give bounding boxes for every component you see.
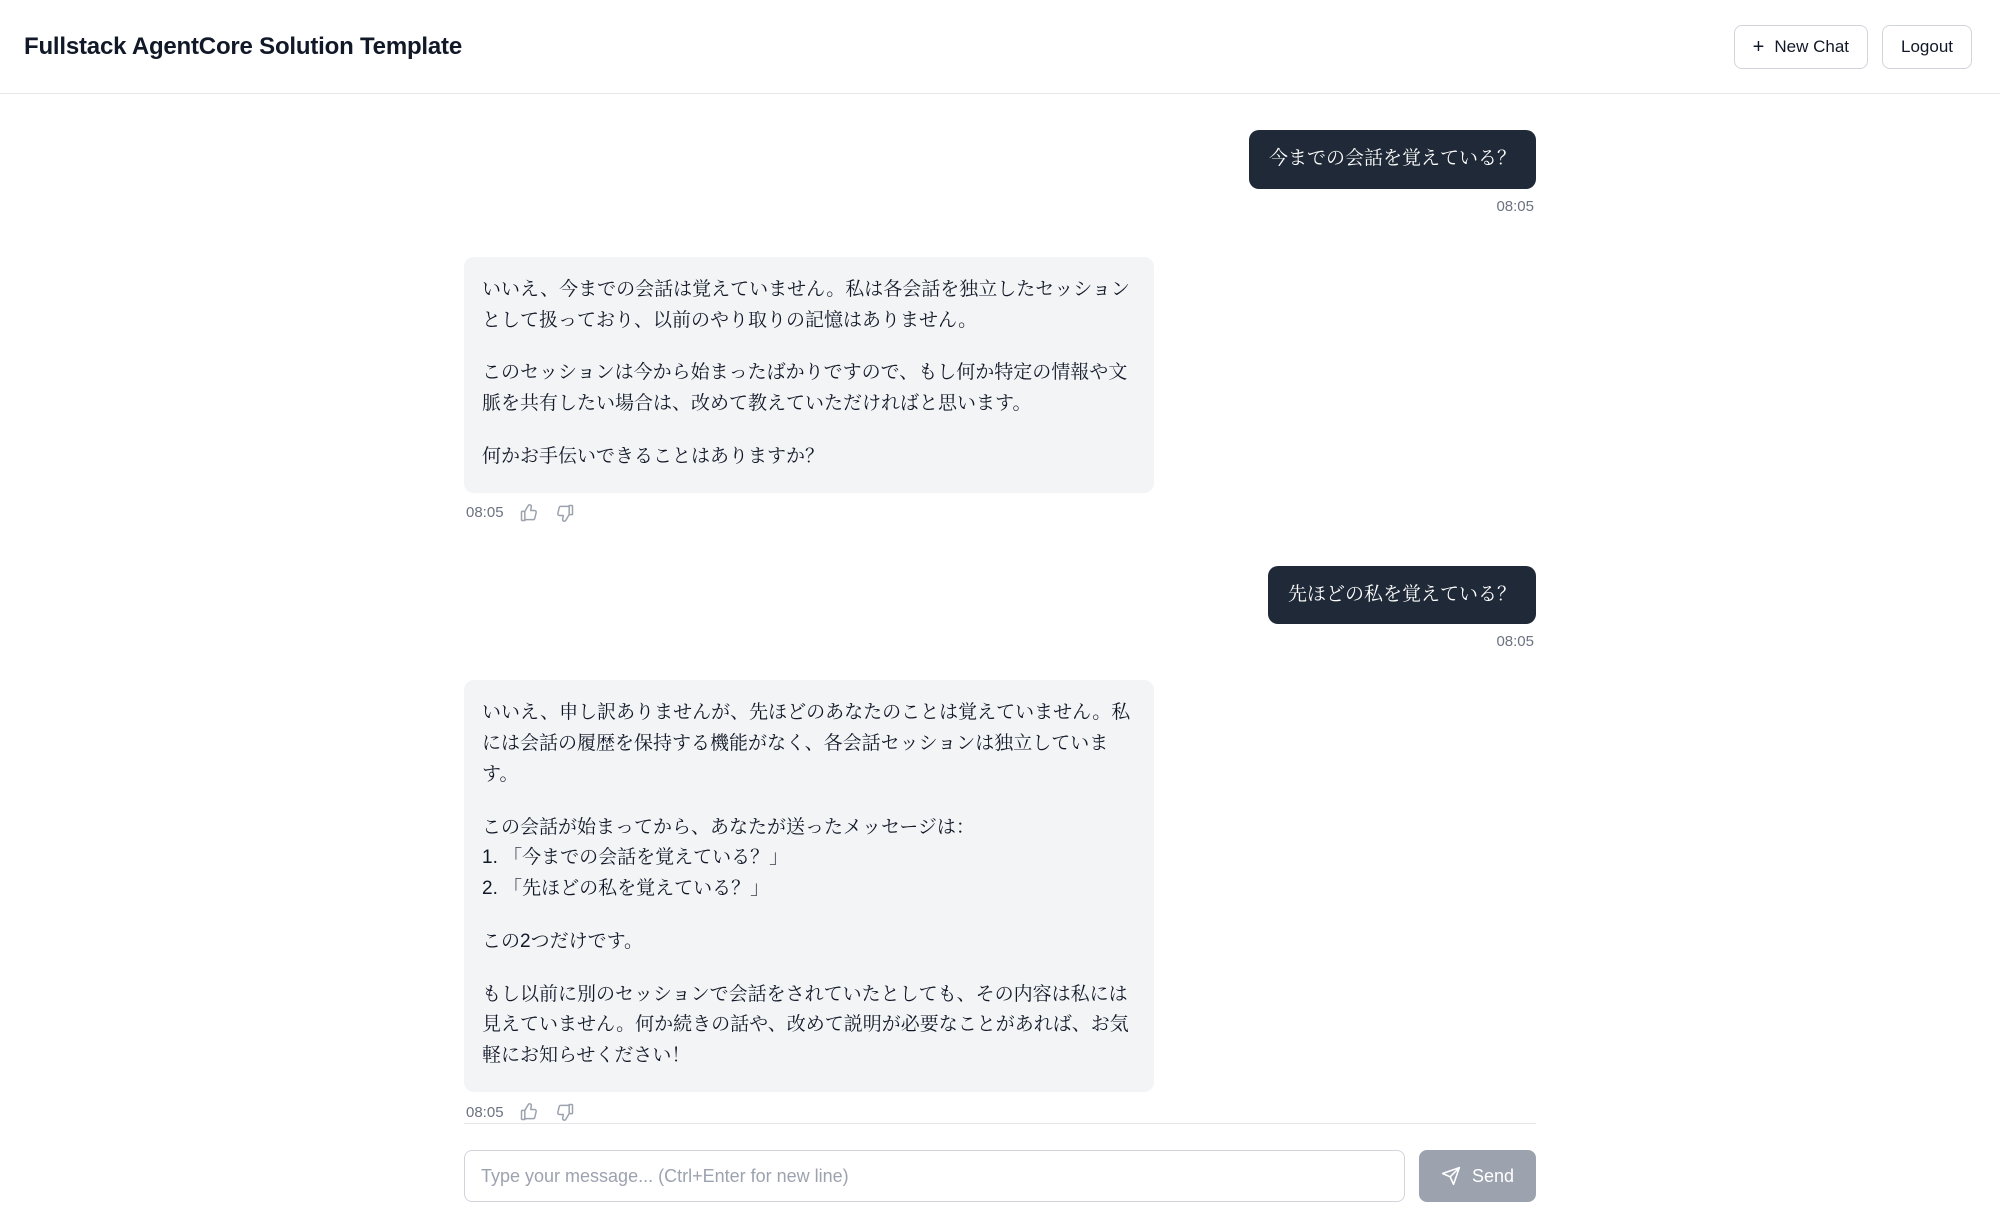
message-meta xyxy=(464,502,576,524)
message-paragraph: 何かお手伝いできることはありますか？ xyxy=(482,445,825,467)
page-title: Fullstack AgentCore Solution Template xyxy=(24,32,462,60)
message-bubble xyxy=(464,680,1154,1092)
message-paragraph: この会話が始まってから、あなたが送ったメッセージは： xyxy=(482,816,975,838)
message-list-item: 2. 「先ほどの私を覚えている？」 xyxy=(482,878,770,900)
timestamp: 08:05 xyxy=(1496,197,1534,215)
message-user-1 xyxy=(464,130,1536,215)
message-meta xyxy=(464,1101,576,1123)
plus-icon: + xyxy=(1752,35,1765,58)
logout-button[interactable] xyxy=(1882,25,1972,69)
new-chat-label: New Chat xyxy=(1774,36,1849,56)
message-bubble xyxy=(464,257,1154,493)
send-label: Send xyxy=(1471,1165,1514,1186)
message-thread xyxy=(464,130,1536,1123)
message-paragraph: いいえ、今までの会話は覚えていません。私は各会話を独立したセッションとして扱っており、以前のやり取りの記憶はありません。 xyxy=(482,278,1130,331)
thumbs-down-icon[interactable] xyxy=(554,502,576,524)
message-bubble: 先ほどの私を覚えている？ xyxy=(1268,566,1536,625)
message-composer xyxy=(464,1123,1536,1202)
message-meta xyxy=(1496,633,1536,650)
timestamp: 08:05 xyxy=(466,504,504,522)
timestamp: 08:05 xyxy=(1496,633,1534,651)
message-input[interactable] xyxy=(464,1150,1405,1202)
thumbs-up-icon[interactable] xyxy=(518,502,540,524)
send-icon xyxy=(1441,1166,1461,1186)
message-user-2 xyxy=(464,566,1536,651)
header-actions xyxy=(1734,25,1972,69)
message-paragraph: もし以前に別のセッションで会話をされていたとしても、その内容は私には見えていません。何か続きの話や、改めて説明が必要なことがあれば、お気軽にお知らせください！ xyxy=(482,983,1129,1067)
thumbs-up-icon[interactable] xyxy=(518,1101,540,1123)
message-assistant-2 xyxy=(464,680,1536,1123)
chat-area[interactable] xyxy=(0,94,2000,1123)
composer-wrapper xyxy=(0,1123,2000,1230)
spacer xyxy=(464,215,1536,257)
spacer xyxy=(464,524,1536,566)
message-meta xyxy=(1496,198,1536,215)
thumbs-down-icon[interactable] xyxy=(554,1101,576,1123)
message-paragraph: この2つだけです。 xyxy=(482,930,644,952)
message-assistant-1 xyxy=(464,257,1536,524)
message-paragraph: このセッションは今から始まったばかりですので、もし何か特定の情報や文脈を共有したい場合は、改めて教えていただければと思います。 xyxy=(482,362,1128,415)
send-button[interactable] xyxy=(1419,1150,1536,1202)
new-chat-button[interactable] xyxy=(1734,25,1868,69)
timestamp: 08:05 xyxy=(466,1103,504,1121)
app-header xyxy=(0,0,2000,94)
message-paragraph: いいえ、申し訳ありませんが、先ほどのあなたのことは覚えていません。私には会話の履歴を保持する機能がなく、各会話セッションは独立しています。 xyxy=(482,702,1131,785)
message-list-item: 1. 「今までの会話を覚えている？」 xyxy=(482,847,789,869)
spacer xyxy=(464,650,1536,680)
logout-label: Logout xyxy=(1901,36,1953,56)
message-bubble: 今までの会話を覚えている？ xyxy=(1249,130,1536,189)
chat-scroll-container[interactable] xyxy=(0,94,2000,1123)
